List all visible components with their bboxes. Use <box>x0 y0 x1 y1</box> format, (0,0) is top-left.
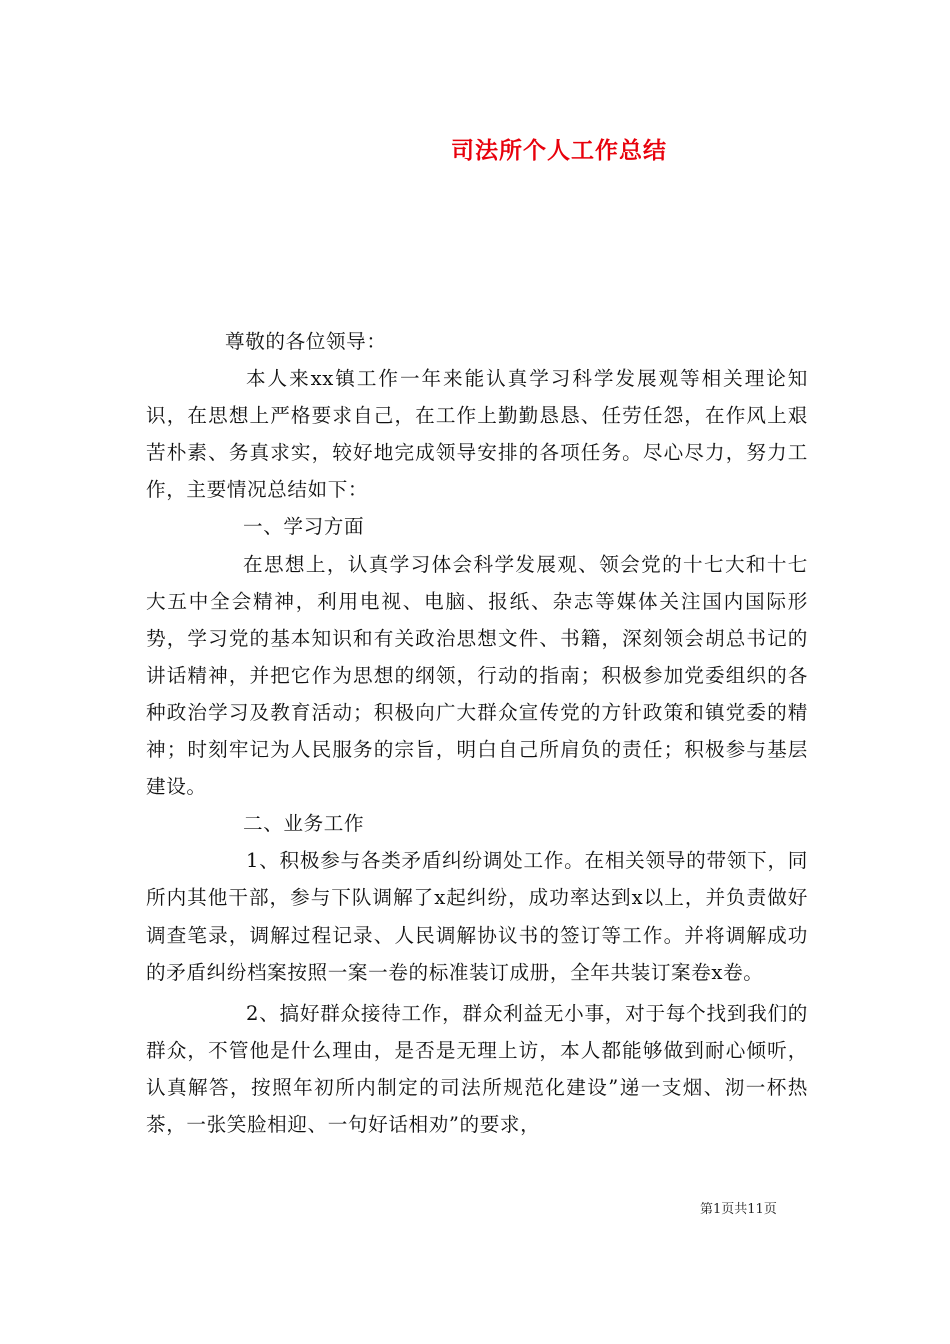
document-title: 司法所个人工作总结 <box>451 137 667 164</box>
salutation: 尊敬的各位领导： <box>225 330 387 353</box>
section-heading-study: 一、学习方面 <box>243 515 365 539</box>
paragraph-intro: 本人来xx镇工作一年来能认真学习科学发展观等相关理论知识，在思想上严格要求自己，在工作上勤勤恳恳、任劳任怨，在作风上艰苦朴素、务真求实，较好地完成领导安排的各项任务。尽心尽力，努力工作，主要情况总结如下： <box>146 367 808 502</box>
paragraph-item-2: 2、搞好群众接待工作，群众利益无小事，对于每个找到我们的群众，不管他是什么理由，是否是无理上访，本人都能够做到耐心倾听，认真解答，按照年初所内制定的司法所规范化建设”递一支烟、沏一杯热茶，一张笑脸相迎、一句好话相劝”的要求， <box>146 1001 808 1136</box>
section-heading-work: 二、业务工作 <box>243 812 365 836</box>
paragraph-study: 在思想上，认真学习体会科学发展观、领会党的十七大和十七大五中全会精神，利用电视、电脑、报纸、杂志等媒体关注国内国际形势，学习党的基本知识和有关政治思想文件、书籍，深刻领会胡总书记的讲话精神，并把它作为思想的纲领，行动的指南；积极参加党委组织的各种政治学习及教育活动；积极向广大群众宣传党的方针政策和镇党委的精神；时刻牢记为人民服务的宗旨，明白自己所肩负的责任；积极参与基层建设。 <box>146 552 808 799</box>
paragraph-item-1: 1、积极参与各类矛盾纠纷调处工作。在相关领导的带领下，同所内其他干部，参与下队调解了x起纠纷，成功率达到x以上，并负责做好调查笔录，调解过程记录、人民调解协议书的签订等工作。并将调解成功的矛盾纠纷档案按照一案一卷的标准装订成册，全年共装订案卷x卷。 <box>146 849 808 984</box>
page-indicator: 第1页共11页 <box>700 1202 777 1217</box>
document-body <box>146 323 808 1143</box>
